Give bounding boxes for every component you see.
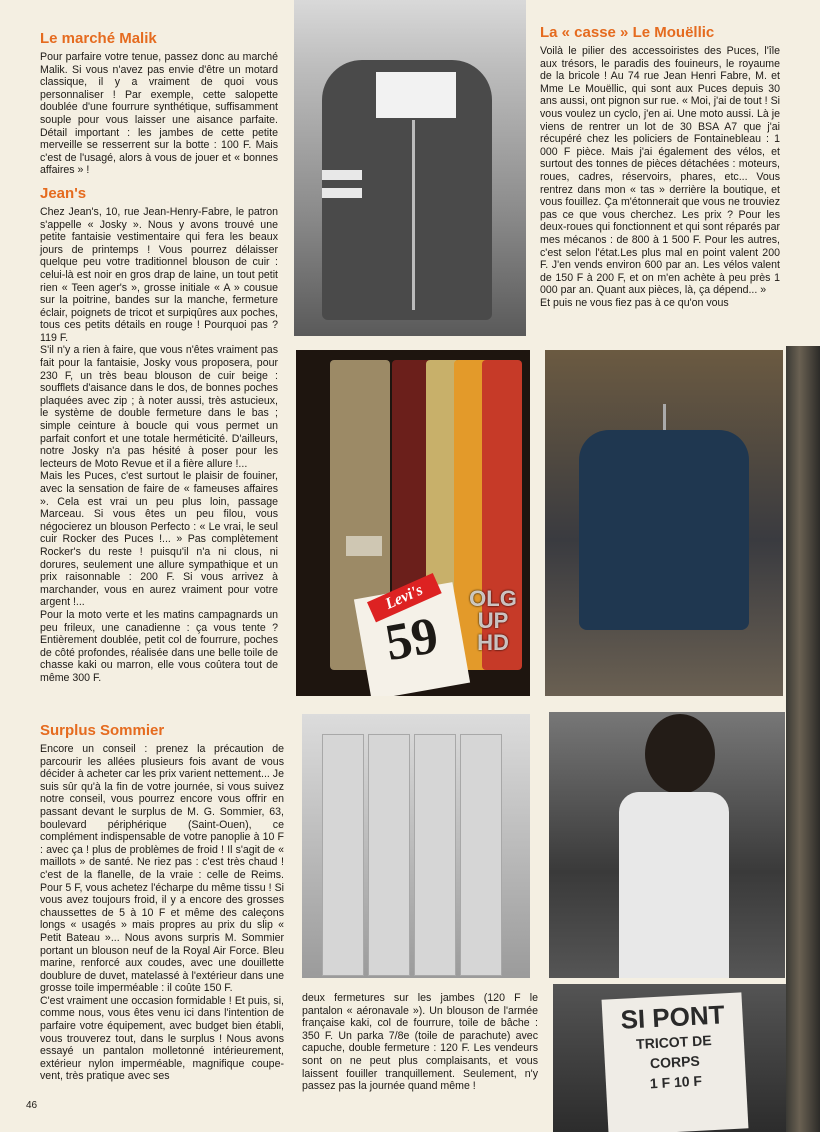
paragraph-jeans-2: S'il n'y a rien à faire, que vous n'êtes vraiment pas fait pour la fantaisie, Josky vous proposera, pour 230 F, un très beau blouson de cuir beige : soufflets d'aisance dans le dos, de bonnes poches plaquées avec zip ; à noter aussi, très astucieux, le système de double fermeture dans le bas ; simple ceinture à boucle qui vous permet un parfait confort et une totale herméticité. D'ailleurs, notre Josky n'a pas hésité à poser pour les lecteurs de Moto Revue et il a fière allure !... [40,344,278,470]
photo-overalls [302,714,530,978]
paragraph-jeans-4: Pour la moto verte et les matins campagnards un peu frileux, une canadienne : ça vous tente ? Entièrement doublée, petit col de fourrure, poches de côté profondes, réalisée dans une belle toile de chasse kaki ou marron, elle vous coûtera tout de même 300 F. [40,608,278,684]
overall-item [460,734,502,976]
page-number: 46 [26,1100,38,1111]
price-tag [354,582,470,696]
sign-line-4: 1 F 10 F [649,1072,703,1092]
heading-la-casse: La « casse » Le Mouëllic [540,24,715,41]
shirt-shape [619,792,729,978]
heading-surplus-sommier: Surplus Sommier [40,722,165,739]
paragraph-casse-trailing: Et puis ne vous fiez pas à ce qu'on vous [540,296,729,309]
photo-sign [553,984,787,1132]
surplus-continued [302,992,538,1093]
heading-jeans: Jean's [40,184,87,202]
handwritten-sign [602,992,749,1132]
price-tag-blank [376,72,456,118]
left-column [40,30,278,685]
photo-person-shirt [549,712,785,978]
sleeve-stripe [322,170,362,180]
watermark [460,588,526,668]
overall-item [368,734,410,976]
paragraph-surplus-2: C'est vraiment une occasion formidable ! Et puis, si, comme nous, vous êtes venu ici dans l'intention de parfaire votre équipement, avec budget bien établi, vous trouverez tout, dans le surplus ! Nous avons essayé un pantalon molletonné intérieurement, extérieur nylon imperméable, magnifique coupe-vent, très pratique avec ses [40,994,284,1083]
levis-tag: Levi's [367,573,442,622]
sign-line-2: TRICOT DE [635,1032,712,1052]
paragraph-casse: Voilà le pilier des accessoiristes des Puces, l'île aux trésors, le paradis des fouineurs, le royaume de la bricole ! Au 74 rue Jean Henri Fabre, M. et Mme Le Mouëllic, qui sont aux Puces depuis 30 ans aussi, ont pignon sur rue. « Moi, j'ai de tout ! Si vous voulez un cyclo, j'en ai. Une moto aussi. Là je viens de rentrer un lot de 30 BSA A7 que j'ai récupéré chez les policiers de Fontainebleau : 1 000 F pièce. Mais j'ai également des vélos, et surtout des tonnes de pièces détachées : moteurs, roues, cadres, réservoirs, phares, etc... Vous rentrez dans mon « tas » derrière la boutique, et vous fouillez. Ça m'étonnerait que vous ne trouviez pas ce que vous cherchez. Les prix ? Pour les deux-roues qui fonctionnent et qui sont réparés par mes mécanos : de 800 à 1 500 F. Pour les autres, c'est selon l'état.Les plus mal en point valent 200 F. J'en vends environ 600 par an. Les vélos valent de 150 F à 200 F, et on m'en achète à peu près 1 000 par an. Quant aux pièces, là, ça dépend... » [540,45,780,297]
paragraph-malik: Pour parfaire votre tenue, passez donc au marché Malik. Si vous n'avez pas envie d'être un motard classique, il y a vraiment de quoi vous personnaliser ! Par exemple, cette salopette doublée d'une fourrure synthétique, suffisamment souple pour vous laisser une aisance parfaite. Détail important : les jambes de cette petite merveille se resserrent sur la botte : 100 F. Mais c'est de l'usagé, alors à vous de jouer et « bonnes affaires » ! [40,51,278,177]
overall-item [322,734,364,976]
sign-line-3: CORPS [649,1052,701,1072]
photo-leather-jacket [545,350,783,696]
watermark-line-1: OLG [469,586,517,611]
person-head [645,714,715,794]
right-column [540,24,780,309]
watermark-line-3: HD [477,630,509,655]
jeans-label [346,536,382,556]
zipper [412,120,415,310]
watermark-line-2: UP [477,608,509,633]
photo-varsity-jacket [294,0,526,336]
surplus-column [40,722,284,1083]
price-value: 59 [381,606,443,673]
sign-line-1: SI PONT [619,999,726,1035]
overall-item [414,734,456,976]
paragraph-surplus-continued: deux fermetures sur les jambes (120 F le pantalon « aéronavale »). Un blouson de l'armée française kaki, col de fourrure, toile de bâche : 350 F. Un parka 7/8e (toile de parachute) avec capuche, double fermeture : 120 F. Les vendeurs sont on ne peut plus complaisants, et vous laissent fouiller tranquillement. Seulement, n'y passez pas la journée quand même ! [302,992,538,1093]
sleeve-stripe [322,188,362,198]
leather-jacket-shape [579,430,749,630]
page-edge-photo [786,346,820,1132]
paragraph-jeans-1: Chez Jean's, 10, rue Jean-Henry-Fabre, le patron s'appelle « Josky ». Nous y avons trouvé une petite fantaisie vestimentaire qui fera les beaux jours de printemps ! Vous pourrez délaisser quelque peu votre traditionnel blouson de cuir : celui-là est noir en gros drap de laine, un tout petit rien « Teen ager's », grosse initiale « A » cousue sur la poitrine, bandes sur la manche, fermeture éclair, poignets de tricot et surpiqûres aux poches, tous ces petits détails en rouge ! Pourquoi pas ? 119 F. [40,205,278,344]
paragraph-jeans-3: Mais les Puces, c'est surtout le plaisir de fouiner, avec la sensation de faire de « fameuses affaires ». Cela est vrai un peu plus loin, passage Marceau. Si vous êtes un peu filou, vous négocierez un blouson Perfecto : « Le vrai, le seul cuir Rocker des Puces !... » Pas complètement Rocker's du reste ! puisqu'il n'a ni clous, ni dorures, seulement une allure sympathique et un prix raisonnable : 200 F. Si vous arrivez à marchander, vous en aurez vraiment pour votre argent !... [40,470,278,609]
paragraph-surplus-1: Encore un conseil : prenez la précaution de parcourir les allées plusieurs fois avant de vous décider à acheter car les prix varient nettement... Je suis sûr qu'à la fin de votre journée, si vous suivez notre conseil, vous pourrez encore vous offrir en passant devant le surplus de M. G. Sommier, 63, boulevard périphérique (Saint-Ouen), ce complément indispensable de votre panoplie à 10 F : avec ça ! plus de problèmes de froid ! Il s'agit de « maillots » de santé. Ne riez pas : c'est très chaud ! c'est de la flanelle, de la vraie : celle de Reims. Pour 5 F, vous achetez l'écharpe du même tissu ! Si vous avez toujours froid, il y a encore des grosses chaussettes de 5 à 10 F et même des caleçons longs « usagés » mais propres au prix du slip « Petit Bateau »... Nous avons surpris M. Sommier portant un blouson neuf de la Royal Air Force. Bleu marine, renforcé aux coudes, avec une douillette doublure de duvet, matelassé à l'extérieur dans une grosse toile imperméable : il coûte 150 F. [40,743,284,995]
heading-marche-malik: Le marché Malik [40,30,157,47]
